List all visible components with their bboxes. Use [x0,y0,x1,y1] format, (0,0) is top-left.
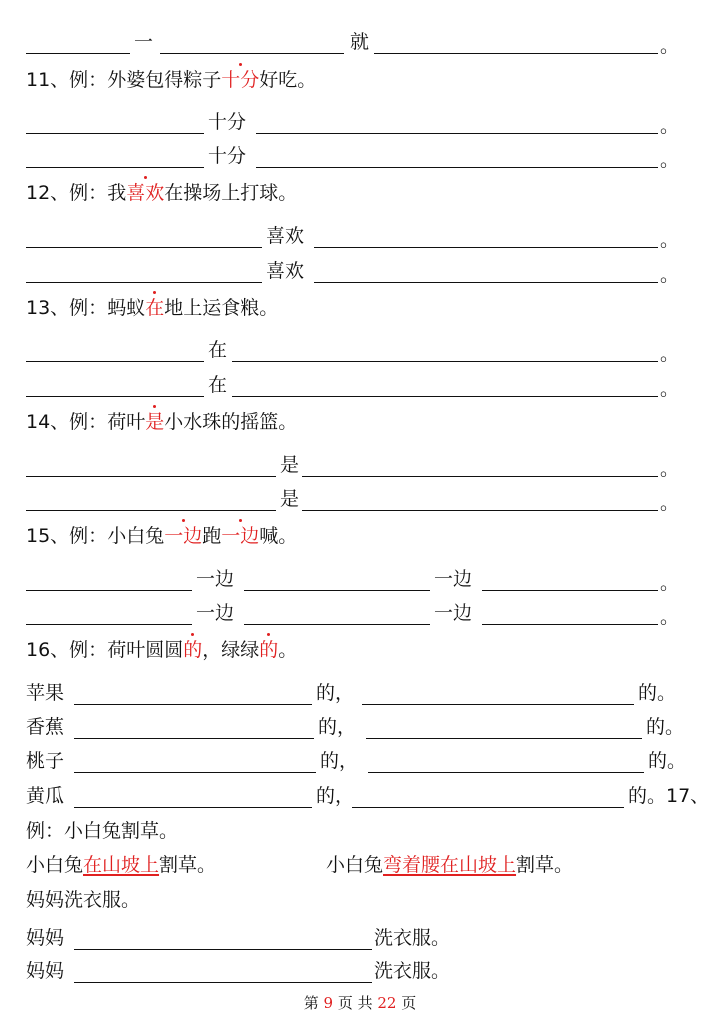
question-label: 11、例： [26,69,108,91]
end-mark: 。 [660,458,680,480]
end-mark: 。 [660,115,680,137]
answer-blank[interactable] [302,510,658,511]
end-mark: 。 [660,264,680,286]
answer-blank[interactable] [26,53,130,54]
key-word: 在 [145,297,165,319]
row-word: 黄瓜 [26,785,65,807]
row-word: 苹果 [26,682,65,704]
row-mid: 的， [318,716,357,738]
end-mark: 。 [660,606,680,628]
page-number: 第 9 页 共 22 页 [303,994,417,1012]
answer-blank[interactable] [74,772,316,773]
key-word: 十分 [221,69,260,91]
answer-blank[interactable] [26,590,192,591]
fixed-word: 十分 [208,145,247,167]
question-label: 12、例： [26,182,108,204]
answer-blank[interactable] [362,704,634,705]
question-label: 15、例： [26,525,108,547]
question-label: 13、例： [26,297,108,319]
answer-blank[interactable] [26,133,204,134]
fixed-word: 一边 [434,568,473,590]
key-phrase: 弯着腰在山坡上 [383,854,517,876]
row-word: 香蕉 [26,716,65,738]
answer-blank[interactable] [314,282,658,283]
fixed-word: 一边 [434,602,473,624]
row-word: 妈妈 [26,960,65,982]
answer-blank[interactable] [302,476,658,477]
end-mark: 。 [660,149,680,171]
answer-blank[interactable] [26,167,204,168]
answer-blank[interactable] [74,949,372,950]
answer-blank[interactable] [26,247,262,248]
fixed-word: 是 [280,488,300,510]
row-end: 洗衣服。 [374,960,451,982]
fixed-word: 喜欢 [266,225,305,247]
fixed-word: 一 [134,31,154,53]
answer-blank[interactable] [26,624,192,625]
end-mark: 。 [660,229,680,251]
question-11-example: 11、例：外婆包得粽子十分好吃。 [26,69,317,91]
row-mid: 的， [316,682,355,704]
answer-blank[interactable] [26,396,204,397]
current-page: 9 [323,994,334,1012]
example-sentence-2: 小白兔弯着腰在山坡上割草。 [326,854,574,876]
key-word: 是 [145,411,165,433]
example-sentence-1: 小白兔在山坡上割草。 [26,854,217,876]
answer-blank[interactable] [232,396,658,397]
answer-blank[interactable] [482,624,658,625]
question-label: 16、例： [26,639,108,661]
answer-blank[interactable] [482,590,658,591]
answer-blank[interactable] [26,476,276,477]
question-13-example: 13、例：蚂蚁在地上运食粮。 [26,297,279,319]
answer-blank[interactable] [232,361,658,362]
fixed-word: 就 [350,31,370,53]
answer-blank[interactable] [26,282,262,283]
key-word: 一边 [164,525,203,547]
question-16-example: 16、例：荷叶圆圆的，绿绿的。 [26,639,298,661]
answer-blank[interactable] [74,704,312,705]
key-word: 一边 [221,525,260,547]
fixed-word: 是 [280,454,300,476]
key-word: 的 [183,639,203,661]
row-end: 洗衣服。 [374,927,451,949]
answer-blank[interactable] [374,53,658,54]
key-phrase: 在山坡上 [83,854,160,876]
fixed-word: 在 [208,374,228,396]
row-end: 的。 [646,716,685,738]
answer-blank[interactable] [26,510,276,511]
end-mark: 。 [660,343,680,365]
answer-blank[interactable] [256,167,658,168]
total-pages: 22 [377,994,397,1012]
question-label: 14、例： [26,411,108,433]
row-mid: 的， [320,750,359,772]
row-mid: 的， [316,785,355,807]
base-sentence: 妈妈洗衣服。 [26,889,141,911]
answer-blank[interactable] [26,361,204,362]
answer-blank[interactable] [160,53,344,54]
row-end: 的。 [638,682,677,704]
row-end: 的。17、 [628,785,710,807]
fixed-word: 十分 [208,111,247,133]
answer-blank[interactable] [314,247,658,248]
answer-blank[interactable] [352,807,624,808]
end-mark: 。 [660,35,680,57]
fixed-word: 喜欢 [266,260,305,282]
end-mark: 。 [660,572,680,594]
question-15-example: 15、例：小白兔一边跑一边喊。 [26,525,298,547]
answer-blank[interactable] [74,807,312,808]
fixed-word: 一边 [196,602,235,624]
row-end: 的。 [648,750,687,772]
question-17-example: 例：小白兔割草。 [26,820,179,842]
answer-blank[interactable] [256,133,658,134]
answer-blank[interactable] [74,738,314,739]
answer-blank[interactable] [368,772,644,773]
row-word: 桃子 [26,750,65,772]
key-word: 喜欢 [126,182,165,204]
fixed-word: 一边 [196,568,235,590]
answer-blank[interactable] [244,624,430,625]
question-12-example: 12、例：我喜欢在操场上打球。 [26,182,298,204]
answer-blank[interactable] [244,590,430,591]
row-word: 妈妈 [26,927,65,949]
answer-blank[interactable] [366,738,642,739]
end-mark: 。 [660,492,680,514]
question-14-example: 14、例：荷叶是小水珠的摇篮。 [26,411,298,433]
answer-blank[interactable] [74,982,372,983]
fixed-word: 在 [208,339,228,361]
end-mark: 。 [660,378,680,400]
key-word: 的 [259,639,279,661]
